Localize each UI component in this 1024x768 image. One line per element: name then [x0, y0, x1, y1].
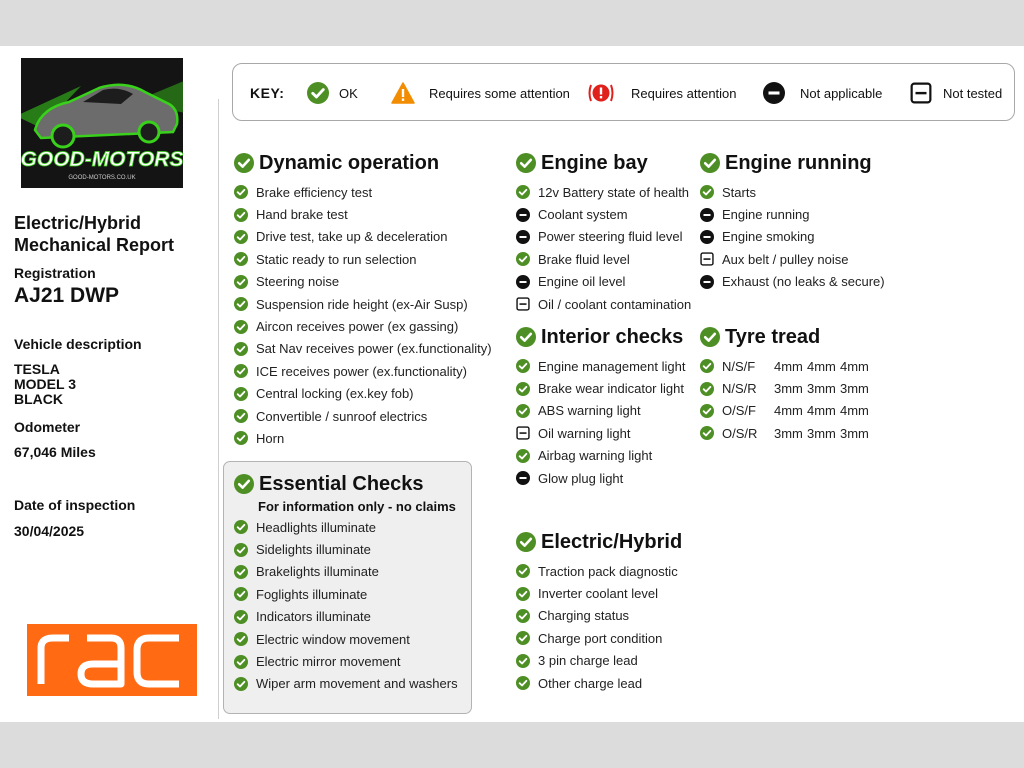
- check-icon: [234, 409, 248, 423]
- check-item-label: Starts: [722, 184, 756, 200]
- check-list: [234, 181, 492, 450]
- check-item-label: Brake wear indicator light: [538, 381, 684, 397]
- minus-circle-icon: [700, 275, 714, 289]
- check-icon: [700, 382, 714, 396]
- check-item-label: Headlights illuminate: [256, 519, 376, 535]
- registration-label: Registration: [14, 265, 96, 281]
- minus-circle-icon: [516, 471, 530, 485]
- essential-checks-note: For information only - no claims: [258, 499, 456, 514]
- minus-circle-icon: [700, 208, 714, 222]
- check-item-label: Horn: [256, 430, 285, 446]
- check-item-label: Brake efficiency test: [256, 184, 373, 200]
- section-tyre-tread: [700, 325, 873, 445]
- check-list: [234, 516, 458, 695]
- tyre-list: [700, 355, 873, 445]
- odometer-label: Odometer: [14, 419, 81, 435]
- check-icon: [516, 185, 530, 199]
- check-item-label: Coolant system: [538, 207, 628, 223]
- check-icon: [234, 185, 248, 199]
- inspection-date-label: Date of inspection: [14, 497, 136, 513]
- check-item-label: Inverter coolant level: [538, 586, 658, 602]
- check-icon: [700, 327, 720, 347]
- check-item: [700, 226, 885, 248]
- section-essential-checks: [234, 472, 458, 695]
- check-icon: [516, 153, 536, 173]
- check-item: [234, 383, 492, 405]
- check-icon: [234, 252, 248, 266]
- check-item: [234, 650, 458, 672]
- check-item: [700, 181, 885, 203]
- check-item-label: Suspension ride height (ex-Air Susp): [256, 296, 468, 312]
- check-item-label: Electric mirror movement: [256, 654, 401, 670]
- check-item: [516, 226, 691, 248]
- section-electric-hybrid: [516, 530, 682, 694]
- minus-circle-icon: [516, 230, 530, 244]
- check-item-label: Glow plug light: [538, 470, 624, 486]
- check-item: [234, 271, 492, 293]
- key-item-not-applicable: [763, 64, 882, 122]
- check-item: [516, 355, 685, 377]
- check-item-label: Sat Nav receives power (ex.functionality): [256, 341, 492, 357]
- odometer-value: 67,046 Miles: [14, 444, 96, 460]
- check-item: [516, 293, 691, 315]
- key-text-ok: OK: [339, 85, 358, 101]
- key-item-some-attention: [391, 64, 570, 122]
- section-header: [234, 151, 492, 175]
- check-item: [516, 672, 682, 694]
- check-item: [700, 248, 885, 270]
- check-item: [234, 427, 492, 449]
- warning-triangle-icon: [391, 82, 415, 104]
- minus-circle-icon: [763, 82, 785, 104]
- section-header: [516, 151, 691, 175]
- tyre-depth: 4mm: [774, 358, 803, 374]
- minus-circle-icon: [700, 230, 714, 244]
- tyre-row: [700, 400, 873, 422]
- check-icon: [234, 208, 248, 222]
- check-item: [516, 203, 691, 225]
- section-header: [234, 472, 458, 496]
- check-item-label: Brakelights illuminate: [256, 564, 379, 580]
- inspection-date-value: 30/04/2025: [14, 523, 85, 539]
- check-item: [234, 516, 458, 538]
- section-engine-running: [700, 151, 885, 293]
- check-icon: [234, 474, 254, 494]
- check-item-label: 12v Battery state of health: [538, 184, 690, 200]
- check-item: [516, 400, 685, 422]
- vehicle-make: TESLA: [14, 361, 60, 377]
- check-icon: [516, 631, 530, 645]
- check-item-label: Oil / coolant contamination: [538, 296, 692, 312]
- tyre-row: [700, 422, 873, 444]
- check-icon: [700, 404, 714, 418]
- key-item-not-tested: [910, 64, 1002, 122]
- check-icon: [700, 426, 714, 440]
- check-item: [234, 338, 492, 360]
- column-divider: [218, 99, 219, 719]
- check-item: [234, 293, 492, 315]
- registration-value: AJ21 DWP: [14, 284, 120, 307]
- check-icon: [516, 449, 530, 463]
- check-icon: [516, 654, 530, 668]
- check-icon: [516, 382, 530, 396]
- check-item: [234, 315, 492, 337]
- check-item: [234, 538, 458, 560]
- tyre-depth: 4mm: [774, 403, 803, 419]
- key-text-some-attention: Requires some attention: [429, 85, 570, 101]
- check-item-label: Engine management light: [538, 358, 686, 374]
- check-item-label: Hand brake test: [256, 207, 348, 223]
- check-item: [516, 422, 685, 444]
- key-item-requires-attention: [588, 64, 737, 122]
- check-icon: [234, 632, 248, 646]
- check-item-label: Charge port condition: [538, 630, 663, 646]
- check-item-label: Charging status: [538, 608, 630, 624]
- check-item-label: Aircon receives power (ex gassing): [256, 319, 459, 335]
- check-item: [234, 360, 492, 382]
- report-title: [14, 212, 204, 256]
- key-text-not-applicable: Not applicable: [800, 85, 883, 101]
- check-icon: [234, 387, 248, 401]
- check-item-label: Engine smoking: [722, 229, 815, 245]
- check-icon: [307, 82, 329, 104]
- report-title-line2: Mechanical Report: [14, 235, 175, 255]
- tyre-depth: 3mm: [774, 381, 803, 397]
- check-item: [700, 203, 885, 225]
- section-title: Dynamic operation: [259, 151, 440, 174]
- check-icon: [234, 520, 248, 534]
- check-item-label: Other charge lead: [538, 675, 643, 691]
- check-item-label: Wiper arm movement and washers: [256, 676, 458, 692]
- section-title: Electric/Hybrid: [541, 530, 683, 553]
- check-icon: [516, 676, 530, 690]
- section-title: Engine bay: [541, 151, 648, 174]
- check-icon: [234, 364, 248, 378]
- check-item-label: Traction pack diagnostic: [538, 563, 678, 579]
- tyre-position: N/S/R: [722, 381, 757, 397]
- check-item-label: Oil warning light: [538, 425, 631, 441]
- check-item-label: Steering noise: [256, 274, 340, 290]
- minus-circle-icon: [516, 275, 530, 289]
- vehicle-description-label: Vehicle description: [14, 336, 142, 352]
- check-icon: [234, 297, 248, 311]
- good-motors-logo: [21, 58, 183, 188]
- check-item-label: Convertible / sunroof electrics: [256, 408, 428, 424]
- check-item-label: 3 pin charge lead: [538, 653, 638, 669]
- check-icon: [234, 610, 248, 624]
- check-icon: [234, 153, 254, 173]
- check-item: [234, 226, 492, 248]
- check-item: [516, 605, 682, 627]
- report-page: [0, 46, 1024, 722]
- check-item-label: Drive test, take up & deceleration: [256, 229, 448, 245]
- section-header: [516, 325, 685, 349]
- check-item-label: Engine running: [722, 207, 810, 223]
- section-title: Tyre tread: [725, 325, 821, 348]
- check-list: [516, 355, 685, 489]
- check-item: [234, 673, 458, 695]
- logo-sub-text: GOOD-MOTORS.CO.UK: [68, 175, 136, 181]
- check-list: [700, 181, 885, 293]
- check-item: [516, 445, 685, 467]
- check-icon: [234, 587, 248, 601]
- check-icon: [516, 252, 530, 266]
- section-header: [700, 151, 885, 175]
- check-item: [516, 271, 691, 293]
- check-item-label: Foglights illuminate: [256, 586, 368, 602]
- section-title: Essential Checks: [259, 472, 424, 495]
- tyre-position: O/S/F: [722, 403, 756, 419]
- tyre-position: N/S/F: [722, 358, 756, 374]
- key-text-requires-attention: Requires attention: [631, 85, 737, 101]
- tyre-position: O/S/R: [722, 425, 758, 441]
- tyre-depth: 4mm: [840, 403, 869, 419]
- section-header: [516, 530, 682, 554]
- check-item-label: Sidelights illuminate: [256, 542, 371, 558]
- check-item: [516, 377, 685, 399]
- check-icon: [234, 431, 248, 445]
- tyre-depth: 3mm: [840, 425, 869, 441]
- alert-circle-icon: [588, 82, 614, 104]
- check-item-label: Electric window movement: [256, 631, 410, 647]
- check-icon: [234, 543, 248, 557]
- tyre-depth: 3mm: [807, 381, 836, 397]
- check-item-label: ICE receives power (ex.functionality): [256, 363, 467, 379]
- check-icon: [516, 359, 530, 373]
- minus-square-icon: [516, 426, 530, 440]
- check-item: [516, 560, 682, 582]
- vehicle-model: MODEL 3: [14, 376, 76, 392]
- check-item: [234, 561, 458, 583]
- key-label: KEY:: [250, 85, 285, 101]
- check-icon: [516, 564, 530, 578]
- minus-square-icon: [700, 252, 714, 266]
- check-item: [516, 467, 685, 489]
- check-icon: [516, 532, 536, 552]
- check-icon: [516, 609, 530, 623]
- check-item-label: Central locking (ex.key fob): [256, 386, 414, 402]
- check-item-label: Exhaust (no leaks & secure): [722, 274, 885, 290]
- check-item: [234, 606, 458, 628]
- section-header: [700, 325, 873, 349]
- section-engine-bay: [516, 151, 691, 315]
- check-list: [516, 181, 691, 315]
- tyre-depth: 3mm: [840, 381, 869, 397]
- section-title: Interior checks: [541, 325, 684, 348]
- check-item: [700, 271, 885, 293]
- check-item: [234, 583, 458, 605]
- rac-logo: [27, 624, 197, 696]
- minus-square-icon: [516, 297, 530, 311]
- check-icon: [234, 275, 248, 289]
- check-item-label: Engine oil level: [538, 274, 626, 290]
- check-item-label: Airbag warning light: [538, 448, 653, 464]
- check-icon: [516, 587, 530, 601]
- check-item-label: Indicators illuminate: [256, 609, 371, 625]
- check-item-label: ABS warning light: [538, 403, 641, 419]
- check-item: [516, 181, 691, 203]
- key-text-not-tested: Not tested: [943, 85, 1003, 101]
- check-icon: [234, 230, 248, 244]
- check-item: [234, 628, 458, 650]
- check-icon: [516, 327, 536, 347]
- check-icon: [700, 153, 720, 173]
- key-item-ok: [307, 64, 358, 122]
- check-item-label: Static ready to run selection: [256, 251, 417, 267]
- check-list: [516, 560, 682, 694]
- check-item: [516, 627, 682, 649]
- check-icon: [234, 655, 248, 669]
- minus-circle-icon: [516, 208, 530, 222]
- tyre-depth: 4mm: [807, 403, 836, 419]
- check-item: [234, 203, 492, 225]
- check-item-label: Brake fluid level: [538, 251, 630, 267]
- tyre-row: [700, 355, 873, 377]
- check-item: [516, 650, 682, 672]
- check-icon: [234, 342, 248, 356]
- tyre-depth: 3mm: [807, 425, 836, 441]
- section-interior-checks: [516, 325, 685, 489]
- vehicle-colour: BLACK: [14, 391, 63, 407]
- report-title-line1: Electric/Hybrid: [14, 213, 142, 233]
- check-icon: [700, 359, 714, 373]
- check-item: [234, 248, 492, 270]
- tyre-row: [700, 377, 873, 399]
- tyre-depth: 4mm: [807, 358, 836, 374]
- check-item-label: Power steering fluid level: [538, 229, 683, 245]
- check-icon: [234, 565, 248, 579]
- check-item: [516, 248, 691, 270]
- check-icon: [234, 320, 248, 334]
- check-item: [234, 405, 492, 427]
- logo-brand-text: GOOD-MOTORS: [21, 148, 183, 171]
- section-title: Engine running: [725, 151, 872, 174]
- check-item: [234, 181, 492, 203]
- section-dynamic-operation: [234, 151, 492, 450]
- check-item: [516, 582, 682, 604]
- status-key: [232, 63, 1015, 121]
- vehicle-description: [14, 362, 76, 407]
- check-icon: [700, 185, 714, 199]
- minus-square-icon: [910, 82, 932, 104]
- tyre-depth: 4mm: [840, 358, 869, 374]
- check-item-label: Aux belt / pulley noise: [722, 251, 849, 267]
- check-icon: [234, 677, 248, 691]
- check-icon: [516, 404, 530, 418]
- tyre-depth: 3mm: [774, 425, 803, 441]
